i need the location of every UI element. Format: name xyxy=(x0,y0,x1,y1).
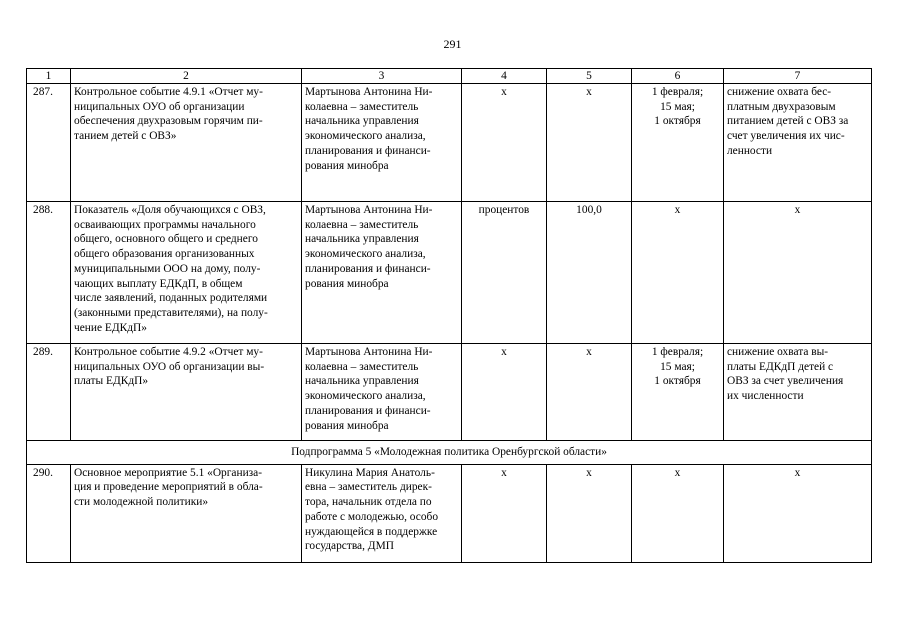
column-number: 5 xyxy=(547,69,632,84)
dates-cell: 1 февраля; 15 мая; 1 октября xyxy=(632,84,724,202)
unit-cell: х xyxy=(462,84,547,202)
note-cell: х xyxy=(724,464,872,562)
responsible-person: Мартынова Антонина Ни- колаевна – заместитель начальника управления экономического анализа, планирования и финанси- рования минобра xyxy=(302,344,462,441)
row-number: 288. xyxy=(27,202,71,344)
responsible-person: Никулина Мария Анатоль- евна – заместитель дирек- тора, начальник отдела по работе с молодежью, особо нуждающейся в поддержке государства, ДМП xyxy=(302,464,462,562)
unit-cell: процентов xyxy=(462,202,547,344)
value-cell: х xyxy=(547,344,632,441)
note-cell: снижение охвата бес- платным двухразовым питанием детей с ОВЗ за счет увеличения их чис- ленности xyxy=(724,84,872,202)
column-number: 6 xyxy=(632,69,724,84)
column-number: 4 xyxy=(462,69,547,84)
section-title: Подпрограмма 5 «Молодежная политика Оренбургской области» xyxy=(27,441,872,465)
column-number-row xyxy=(27,69,872,84)
page-number: 291 xyxy=(443,37,462,51)
table-row xyxy=(27,344,872,441)
column-number: 7 xyxy=(724,69,872,84)
activity-name: Контрольное событие 4.9.2 «Отчет му- ниципальных ОУО об организации вы- платы ЕДКдП» xyxy=(71,344,302,441)
dates-cell: х xyxy=(632,464,724,562)
table-row xyxy=(27,84,872,202)
plan-table xyxy=(26,68,872,563)
value-cell: х xyxy=(547,84,632,202)
responsible-person: Мартынова Антонина Ни- колаевна – заместитель начальника управления экономического анализа, планирования и финанси- рования минобра xyxy=(302,202,462,344)
table-row xyxy=(27,464,872,562)
row-number: 289. xyxy=(27,344,71,441)
dates-cell: 1 февраля; 15 мая; 1 октября xyxy=(632,344,724,441)
dates-cell: х xyxy=(632,202,724,344)
responsible-person: Мартынова Антонина Ни- колаевна – заместитель начальника управления экономического анализа, планирования и финанси- рования минобра xyxy=(302,84,462,202)
column-number: 2 xyxy=(71,69,302,84)
section-row xyxy=(27,441,872,465)
unit-cell: х xyxy=(462,344,547,441)
row-number: 290. xyxy=(27,464,71,562)
note-cell: х xyxy=(724,202,872,344)
column-number: 1 xyxy=(27,69,71,84)
activity-name: Основное мероприятие 5.1 «Организа- ция и проведение мероприятий в обла- сти молодежной политики» xyxy=(71,464,302,562)
column-number: 3 xyxy=(302,69,462,84)
note-cell: снижение охвата вы- платы ЕДКдП детей с ОВЗ за счет увеличения их численности xyxy=(724,344,872,441)
value-cell: 100,0 xyxy=(547,202,632,344)
activity-name: Показатель «Доля обучающихся с ОВЗ, осваивающих программы начального общего, основного общего и среднего общего образования организованных муниципальными ООО на дому, полу- чающих выплату ЕДКдП, в общем числе заявлений, поданных родителями (законными представителями), на полу- чение ЕДКдП» xyxy=(71,202,302,344)
table-row xyxy=(27,202,872,344)
unit-cell: х xyxy=(462,464,547,562)
row-number: 287. xyxy=(27,84,71,202)
value-cell: х xyxy=(547,464,632,562)
activity-name: Контрольное событие 4.9.1 «Отчет му- ниципальных ОУО об организации обеспечения двухразовым горячим пи- танием детей с ОВЗ» xyxy=(71,84,302,202)
